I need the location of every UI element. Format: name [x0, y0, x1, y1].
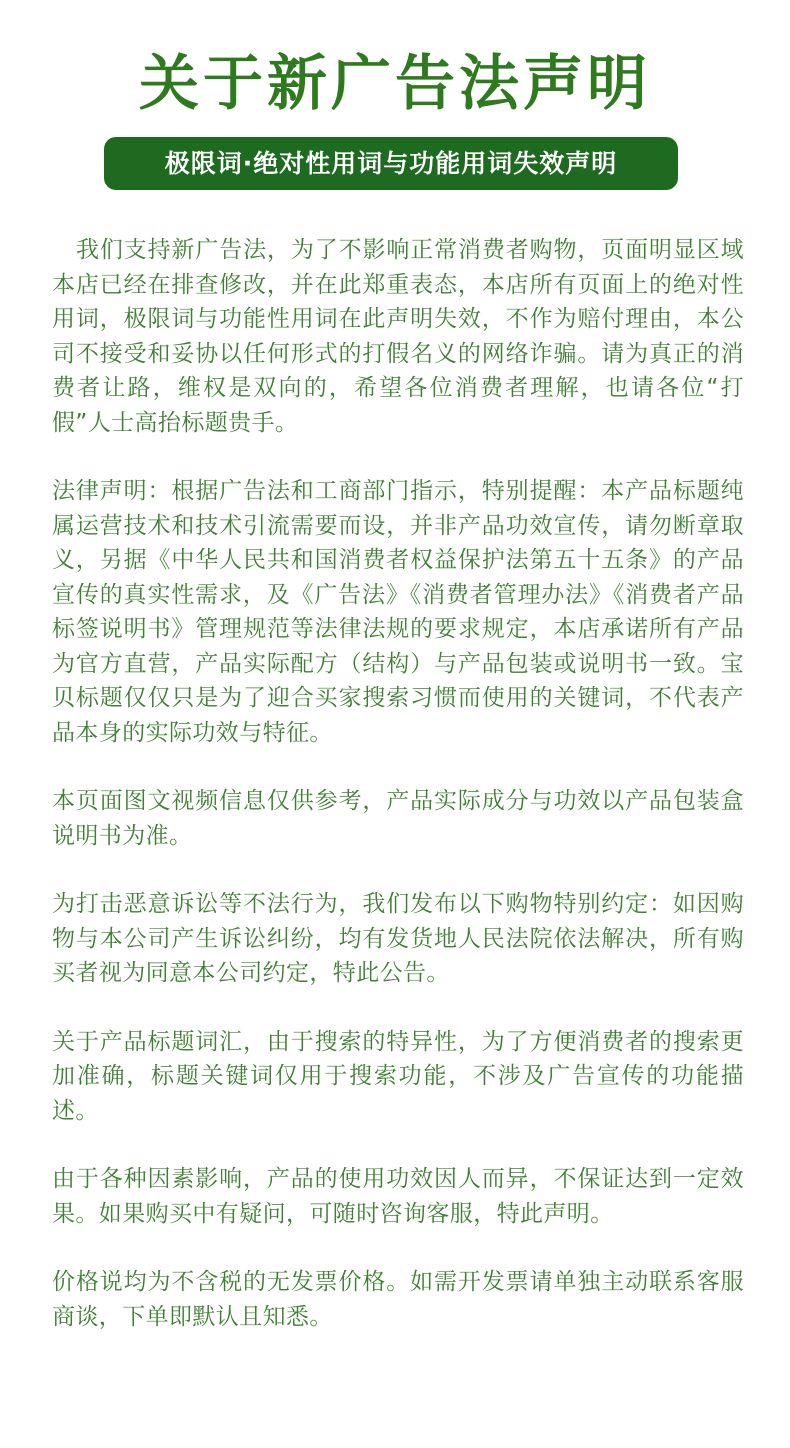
paragraph-reference-info: 本页面图文视频信息仅供参考，产品实际成分与功效以产品包装盒说明书为准。	[52, 788, 744, 849]
declaration-body	[52, 233, 744, 1368]
paragraph-effect-varies: 由于各种因素影响，产品的使用功效因人而异，不保证达到一定效果。如果购买中有疑问，可随时咨询客服，特此声明。	[52, 1166, 744, 1227]
page-title: 关于新广告法声明	[139, 49, 651, 119]
paragraph-title-keywords: 关于产品标题词汇，由于搜索的特异性，为了方便消费者的搜索更加准确，标题关键词仅用于搜索功能，不涉及广告宣传的功能描述。	[52, 1028, 744, 1124]
subtitle-banner: 极限词·绝对性用词与功能用词失效声明	[104, 137, 678, 190]
paragraph-legal-statement: 法律声明：根据广告法和工商部门指示，特别提醒：本产品标题纯属运营技术和技术引流需要而设，并非产品功效宣传，请勿断章取义，另据《中华人民共和国消费者权益保护法第五十五条》的产品宣传的真实性需求，及《广告法》《消费者管理办法》《消费者产品标签说明书》管理规范等法律法规的要求规定，本店承诺所有产品为官方直营，产品实际配方（结构）与产品包装或说明书一致。宝贝标题仅仅只是为了迎合买家搜索习惯而使用的关键词，不代表产品本身的实际功效与特征。	[52, 478, 744, 746]
paragraph-litigation: 为打击恶意诉讼等不法行为，我们发布以下购物特别约定：如因购物与本公司产生诉讼纠纷，均有发货地人民法院依法解决，所有购买者视为同意本公司约定，特此公告。	[52, 891, 744, 986]
paragraph-pricing: 价格说均为不含税的无发票价格。如需开发票请单独主动联系客服商谈，下单即默认且知悉。	[52, 1269, 744, 1330]
paragraph-intro: 我们支持新广告法，为了不影响正常消费者购物，页面明显区域本店已经在排查修改，并在此郑重表态，本店所有页面上的绝对性用词，极限词与功能性用词在此声明失效，不作为赔付理由，本公司不接受和妥协以任何形式的打假名义的网络诈骗。请为真正的消费者让路，维权是双向的，希望各位消费者理解，也请各位“打假”人士高抬标题贵手。	[52, 237, 744, 436]
